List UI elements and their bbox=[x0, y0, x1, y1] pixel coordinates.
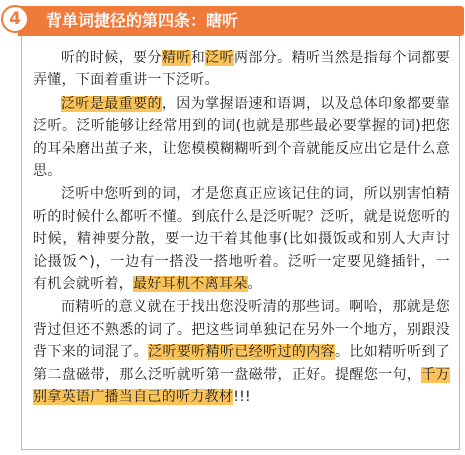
paragraph-3 bbox=[33, 183, 450, 295]
paragraph-1 bbox=[33, 47, 450, 92]
text-run: 。比如精听听到了第二盘磁带，那么泛听就听第一盘磁带，正好。提醒您一句， bbox=[33, 344, 451, 383]
highlighted-phrase: 泛听要听精听已经听过的内容 bbox=[148, 344, 336, 361]
highlighted-phrase: 泛听 bbox=[205, 50, 234, 66]
text-run: 两部分。精听当然是指每个词都要弄懂，下面着重讲一下泛听。 bbox=[33, 50, 450, 89]
text-run: !!! bbox=[233, 389, 251, 406]
text-run: 泛听中您听到的词，才是您真正应该记住的词，所以别害怕精听的时候什么都听不懂。到底什么是泛听呢？泛听，就是说您听的时候，精神要分散，要一边干着其他事(比如摄饭或和别人大声讨论摄饭^)，一边有一搭没一搭地听着。泛听一定要见缝插针，一有机会就听着， bbox=[33, 186, 450, 293]
section-number-badge: 4 bbox=[1, 5, 29, 33]
highlighted-phrase: 泛听是最重要的 bbox=[61, 95, 162, 112]
highlighted-phrase: 精听 bbox=[161, 50, 191, 66]
text-run: 。 bbox=[247, 276, 262, 293]
text-run: 而精听的意义就在于找出您没听清的那些词。啊哈，那就是您背过但还不熟悉的词了。把这些词单独记在另外一个地方，别跟没背下来的词混了。 bbox=[33, 299, 450, 361]
highlighted-phrase: 千万别拿英语广播当自己的听力教材 bbox=[33, 366, 450, 406]
paragraph-2 bbox=[33, 93, 450, 183]
highlighted-phrase: 最好耳机不离耳朵 bbox=[133, 276, 248, 293]
text-run: ，因为掌握语速和语调，以及总体印象都要靠泛听。泛听能够让经常用到的词(也就是那些最必要掌握的词)把您的耳朵磨出茧子来，让您模模糊糊听到个音就能反应出它是什么意思。 bbox=[33, 95, 451, 180]
text-run: 和 bbox=[190, 50, 206, 66]
section-title: 背单词捷径的第四条：瞎听 bbox=[46, 11, 239, 30]
title-bar bbox=[18, 6, 464, 36]
section-header bbox=[0, 0, 465, 40]
article-body bbox=[33, 47, 450, 409]
paragraph-4 bbox=[33, 296, 450, 408]
text-run: 听的时候，要分 bbox=[61, 50, 162, 66]
